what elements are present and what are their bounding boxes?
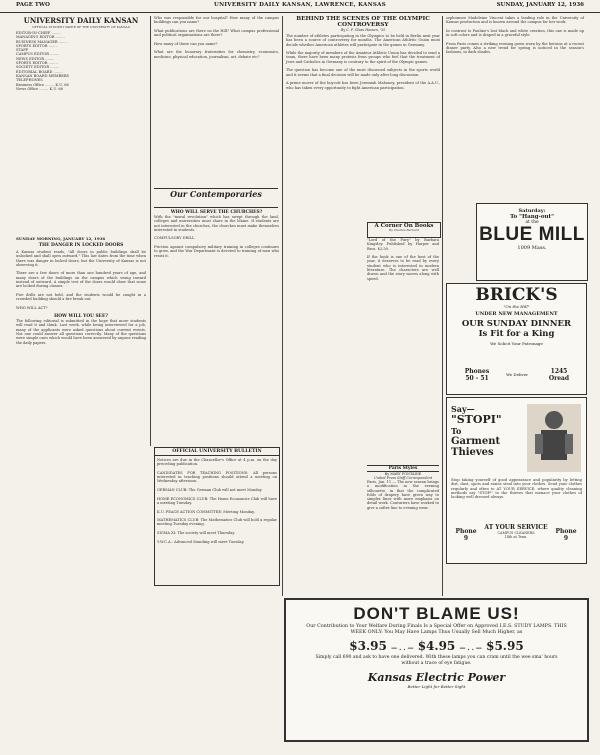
bricks-headline2: Is Fit for a King [478,329,555,339]
books-title: A Corner On Books [374,223,434,229]
kep-price-1: $3.95 [349,639,387,653]
masthead [16,16,146,144]
masthead-staff: EDITOR-IN-CHIEF ........ MANAGING EDITOR ........ BUSINESS MANAGER ........ SPORTS EDITOR ........ STAFF CAMPUS EDITOR ........ NEWS EDITOR ........ SPORTS EDITOR ........ SOCIETY EDITOR ........ EDITORIAL BOARD ........ KANSAN BOARD MEMBERS TELEPHONES Business Office ........ K.U. 66 News Office ........ K.U. 66 [16,31,70,91]
kep-prices [286,639,587,653]
contemporaries-title: Our Contemporaries [170,189,262,199]
kep-headline: DON'T BLAME US! [353,604,520,623]
kep-company: Kansas Electric Power [367,671,506,685]
column-rule [442,16,443,596]
editorial-title: THE DANGER IN LOCKED DOORS [38,243,124,248]
bulletin-body: Notices are due in the Chancellor's Office at 4 p.m. on the day preceding publication. CANDIDATES FOR TEACHING POSITIONS: All persons interested in teaching positions should attend a meeting on Wednesday afternoon. GERMAN CLUB: The German Club will not meet Monday. HOME ECONOMICS CLUB: The Home Economics Club will have a meeting Tuesday. K.U. PEACE ACTION COMMITTEE: Meeting Monday. MATHEMATICS CLUB: The Mathematics Club will hold a regular meeting Tuesday evening. SIGMA XI: The society will meet Thursday. Y.W.C.A.: Advanced Standing will meet Tuesday. [157,458,277,544]
cleaners-company-name: AT YOUR SERVICE [484,524,548,531]
bricks-address: 1245 Oread [548,368,570,382]
kep-price-separator-1: — . . — [391,645,414,652]
cleaners-garment: Garment [451,436,501,447]
cleaners-phone-right: Phone 9 [555,528,577,542]
cleaners-stop: "STOPI" [451,413,502,426]
blue-mill-address: 1009 Mass. [517,245,547,251]
kep-price-separator-2: — . . — [459,645,482,652]
bulletin-title: OFFICIAL UNIVERSITY BULLETIN [155,448,279,456]
paris-body: Paris, Jan. 11 — The new season brings a modification in the evening silhouette, in that the complicated folds of drapery have given way to simpler lines with more emphasis on detail work. Couturiers have worked to give a softer line to evening wear. [367,480,441,510]
cleaners-company-sub: CAMPUS CLEANERS 14th at Tenn. [497,531,535,539]
column-rule [150,16,151,446]
bricks-tagline: "On the Hill" [503,304,530,309]
contemporaries-text: With the "moral revolution" which has swept through the land, colleges and universities must share in the blame. If students are not interested in the churches, the churches must make themselves interested in students. COMPULSORY DRILL Friction against compulsory military training in colleges continues to grow, and the War Department is devoted to training of men who resist it. [154,215,279,258]
bricks-name: BRICK'S [475,285,558,305]
page-header [0,0,600,13]
masthead-subtitle: OFFICIAL STUDENT PAPER OF THE UNIVERSITY OF KANSAS [32,25,130,29]
kep-price-2: $4.95 [417,639,456,653]
olympic-byline: By C. F. Glass Hassen, '35 [340,28,386,32]
kep-slogan: Better Light for Better Sight [407,684,466,690]
bricks-headline1: OUR SUNDAY DINNER [461,319,572,329]
kep-terms: Simply call 690 and ask to have one delivered. With these lamps you can cram until the wee sma' hours without a trace of eye fatigue. [315,655,558,666]
bricks-solicit: We Solicit Your Patronage [490,341,543,346]
blue-mill-line2: To "Hang-out" [510,214,554,220]
kep-body: Our Contribution to Your Welfare During Finals Is a Special Offer on Approved I.E.S. STUDY LAMPS. THIS WEEK ONLY: You May Have Lamps Thus Usually Sell Much Higher, as [306,624,567,635]
kep-price-3: $5.95 [486,639,524,653]
blue-mill-name: BLUE MILL [479,224,585,245]
paris-source: United Press Staff Correspondent [373,476,433,480]
olympic-title: BEHIND THE SCENES OF THE OLYMPIC CONTROVERSY [296,16,430,28]
paris-styles [367,465,439,595]
olympic-body: The number of athletes participating in the Olympics to be held in Berlin next year has been a source of controversy for months. The American Athletic Union must decide whether American athletes will participate in the games in Germany. While the majority of members of the Amateur Athletic Union has decided to send a team, there have been many protests from groups who feel that the treatment of Jews and Catholics in Germany is contrary to the spirit of the Olympic games. The question has become one of the most discussed subjects in the sports world and it seems that a final decision will be made only after long discussion. A prime mover of the boycott has been Jeremiah Mahoney, president of the A.A.U., who has taken every opportunity to fight American participation. [286,34,440,90]
fashion-body: sophomore Madeleine Vincent takes a leading role in the University of Kansas production and is known around the campus for her work. In contrast to Pauline's last black and white creation, this one is made up in soft colors and is draped in a graceful style. From Paris comes a striking evening gown worn by the heroine at a recent dinner party. Also a new trend for spring is noticed in the season's fashions, in dark shades. [446,16,584,55]
blue-mill-line3: at the [525,220,539,225]
blue-mill-line1: Saturday: [518,208,546,214]
editorial-2-title: HOW WILL YOU SEE? [54,314,108,320]
contemporaries-subtitle: WHO WILL SERVE THE CHURCHES? [170,210,263,215]
bricks-deliver: We Deliver [505,372,529,377]
questions-body: Who was responsible for our hospital? How many of the campus buildings can you name? What publications are there on the Hill? What campus professional and political organizations are there? How many of these can you name? What are the honorary fraternities for chemistry, economics, medicine, physical education, journalism, art, debate etc? [154,16,279,59]
editorial-body: A Kansas student reads, "All doors in public buildings shall be unlocked and shall open outward." This law dates from the time when there was danger in locked doors, but the University of Kansas is not observing it. There are a few doors of more than one hundred years of age, and many doors of the buildings on the campus which swing inward instead of outward. A simple test of the doors would show that some are locked during classes. Fire drills are not held, and the students would be caught in a crowded building should a fire break out. WHO WILL ACT? [16,250,146,310]
page-number: PAGE TWO [16,2,50,8]
kansas-electric-ad[interactable] [284,598,589,742]
contemporaries-box [154,188,278,208]
masthead-title: UNIVERSITY DAILY KANSAN [23,16,139,25]
cleaners-headline [451,404,521,474]
blue-mill-ad[interactable] [476,203,588,281]
books-byline: By Charles Bernard [388,228,420,232]
date-line: SUNDAY MORNING, JANUARY 12, 1936 [16,236,106,241]
cleaners-ad[interactable] [446,397,587,564]
cleaners-say: Say— [451,404,475,414]
paris-byline: By MARY FONTAINE [384,472,422,476]
bricks-phones: Phones 50 - 51 [464,368,490,382]
contemporaries-body [154,210,279,445]
cleaners-thieves: Thieves [451,447,494,458]
issue-date: SUNDAY, JANUARY 12, 1936 [496,2,584,8]
cleaners-body: Stop taking yourself of good appearance and popularity by letting dirt, dust, spots and stains steal into your clothes. Send your clothes regularly and often to AT YOUR SERVICE, where quality cleaning methods say "STOP!" to the thieves that menace your clothes of looking well dressed always. [451,478,584,500]
bulletin-box [154,447,280,586]
column-rule [282,16,283,596]
paper-title-header: UNIVERSITY DAILY KANSAN, LAWRENCE, KANSAS [213,2,387,8]
editorial-2-body: The following editorial is submitted in the hope that more students will read it and think. Last week, while being interviewed for a job, many of the applicants were asked questions about current events. Not one could answer all questions correctly. Many of the questions were simple ones which would have been answered by anyone reading the daily papers. [16,319,148,345]
cleaners-to: To [451,426,462,436]
books-header-box [367,222,441,238]
cleaners-phone-left: Phone 9 [455,528,477,542]
questions-column [154,16,279,184]
paris-title: Paris Styles [367,465,439,472]
books-text: "Lord of the Fury" by Barbara Kingsley. Published by Harper and Bros. $2.50. If the book is one of the best of the year, it deserves to be read by every student who is interested in modern literature. The characters are well drawn and the story moves along with speed. [367,238,439,281]
bricks-ad[interactable] [446,283,587,395]
bricks-management: UNDER NEW MANAGEMENT [475,311,558,317]
fashion-column [446,16,584,166]
editorial-locked-doors [16,243,146,683]
thief-illustration-icon [527,404,581,472]
cleaners-company [483,524,549,539]
